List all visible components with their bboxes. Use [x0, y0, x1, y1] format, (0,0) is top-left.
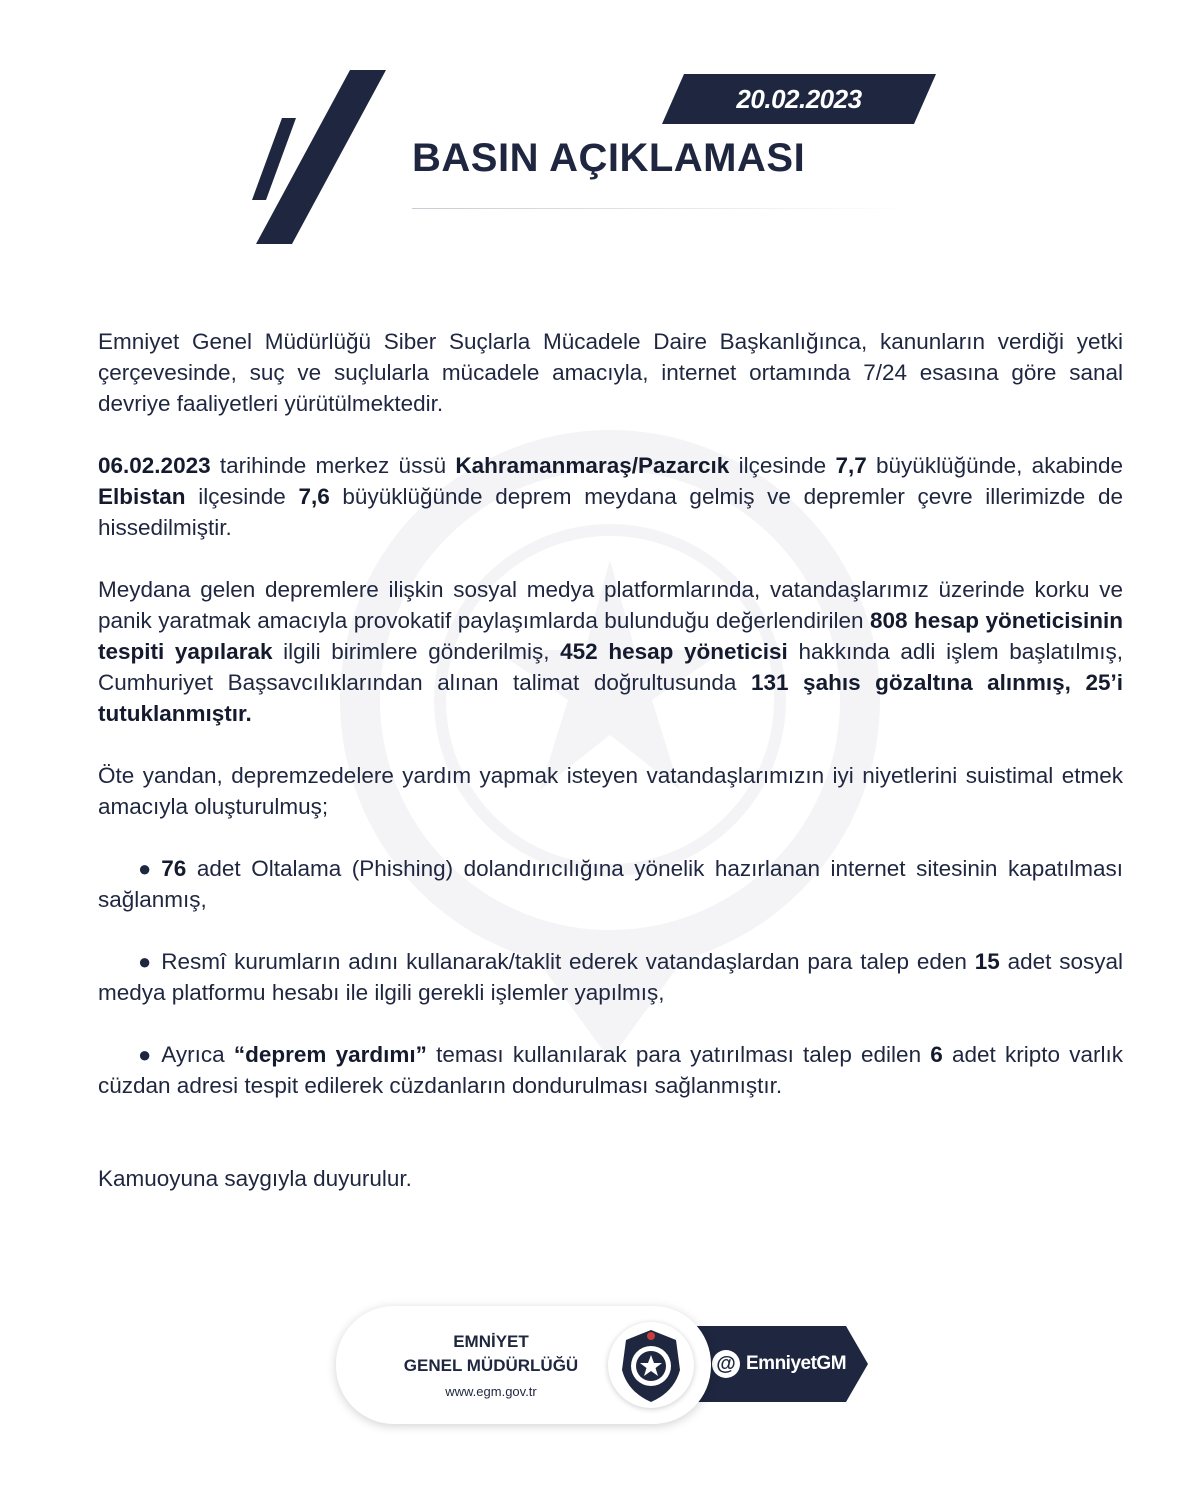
at-sign-icon: @ — [712, 1350, 740, 1378]
press-release-body — [98, 326, 1123, 1132]
org-website-link[interactable]: www.egm.gov.tr — [445, 1384, 537, 1399]
header-slash-decoration — [240, 62, 400, 252]
paragraph-social-media — [98, 574, 1123, 729]
closing-line: Kamuoyuna saygıyla duyurulur. — [98, 1166, 412, 1191]
bullet-item-social-accounts — [98, 946, 1123, 1008]
org-name-line2: GENEL MÜDÜRLÜĞÜ — [403, 1356, 579, 1375]
text-span: adet Oltalama (Phishing) dolandırıcılığına yönelik hazırlanan internet sitesinin kapatılması sağlanmış, — [98, 856, 1123, 912]
text-span: teması kullanılarak para yatırılması talep edilen — [426, 1042, 931, 1067]
paragraph-aid-abuse: Öte yandan, depremzedelere yardım yapmak isteyen vatandaşlarımızın iyi niyetlerini suistimal etmek amacıyla oluşturulmuş; — [98, 763, 1123, 819]
org-name-line1: EMNİYET — [453, 1332, 529, 1351]
text-span: Meydana gelen depremlere ilişkin sosyal medya platformlarında, vatandaşlarımız üzerinde korku ve panik yaratmak amacıyla provokatif paylaşımlarda bulunduğu değerlendirilen — [98, 577, 1123, 633]
paragraph-earthquake — [98, 450, 1123, 543]
date-banner — [662, 74, 936, 124]
text-span: ilçesinde — [729, 453, 836, 478]
page-title: BASIN AÇIKLAMASI — [412, 136, 806, 180]
social-handle: EmniyetGM — [746, 1353, 847, 1374]
title-divider — [412, 208, 912, 209]
bullet-icon: ● — [138, 949, 152, 974]
emblem-graphic — [608, 1322, 694, 1408]
bold-span: 76 — [161, 856, 187, 881]
bullet-icon: ● — [138, 856, 152, 881]
press-date: 20.02.2023 — [736, 84, 862, 114]
bullet-icon: ● — [138, 1042, 152, 1067]
text-span: adet kripto varlık cüzdan adresi tespit edilerek cüzdanların dondurulması sağlanmıştır. — [98, 1042, 1123, 1098]
bullet-item-phishing — [98, 853, 1123, 915]
magnitude-1: 7,7 — [835, 453, 867, 478]
earthquake-location: Kahramanmaraş/Pazarcık — [455, 453, 730, 478]
text-span: hakkında adli işlem başlatılmış, Cumhuriyet Başsavcılıklarından alınan talimat doğrultusunda — [98, 639, 1124, 695]
earthquake-date: 06.02.2023 — [98, 453, 211, 478]
bold-span: 131 şahıs gözaltına alınmış, 25’i tutuklanmıştır. — [98, 670, 1123, 726]
text-span: ilçesinde — [185, 484, 299, 509]
police-emblem-icon — [608, 1322, 694, 1408]
text-span: Ayrıca — [161, 1042, 234, 1067]
org-card — [336, 1306, 711, 1424]
bold-span: 452 hesap yöneticisi — [560, 639, 788, 664]
footer-badge — [336, 1306, 868, 1424]
earthquake-location-2: Elbistan — [98, 484, 186, 509]
bold-span: 6 — [930, 1042, 943, 1067]
text-span: adet sosyal medya platformu hesabı ile ilgili gerekli işlemler yapılmış, — [98, 949, 1123, 1005]
bullet-item-crypto — [98, 1039, 1123, 1101]
magnitude-2: 7,6 — [298, 484, 330, 509]
bold-span: “deprem yardımı” — [233, 1042, 427, 1067]
bold-span: 15 — [974, 949, 1000, 974]
text-span: ilgili birimlere gönderilmiş, — [272, 639, 561, 664]
paragraph-intro: Emniyet Genel Müdürlüğü Siber Suçlarla Mücadele Daire Başkanlığınca, kanunların verdiği yetki çerçevesinde, suç ve suçlularla mücadele amacıyla, internet ortamında 7/24 esasına göre sanal devriye faaliyetleri yürütülmektedir. — [98, 329, 1123, 416]
text-span: tarihinde merkez üssü — [210, 453, 456, 478]
bold-span: 808 hesap yöneticisinin tespiti yapılarak — [98, 608, 1123, 664]
text-span: Resmî kurumların adını kullanarak/taklit ederek vatandaşlardan para talep eden — [161, 949, 975, 974]
text-span: büyüklüğünde deprem meydana gelmiş ve depremler çevre illerimizde de hissedilmiştir. — [98, 484, 1123, 540]
text-span: büyüklüğünde, akabinde — [866, 453, 1124, 478]
